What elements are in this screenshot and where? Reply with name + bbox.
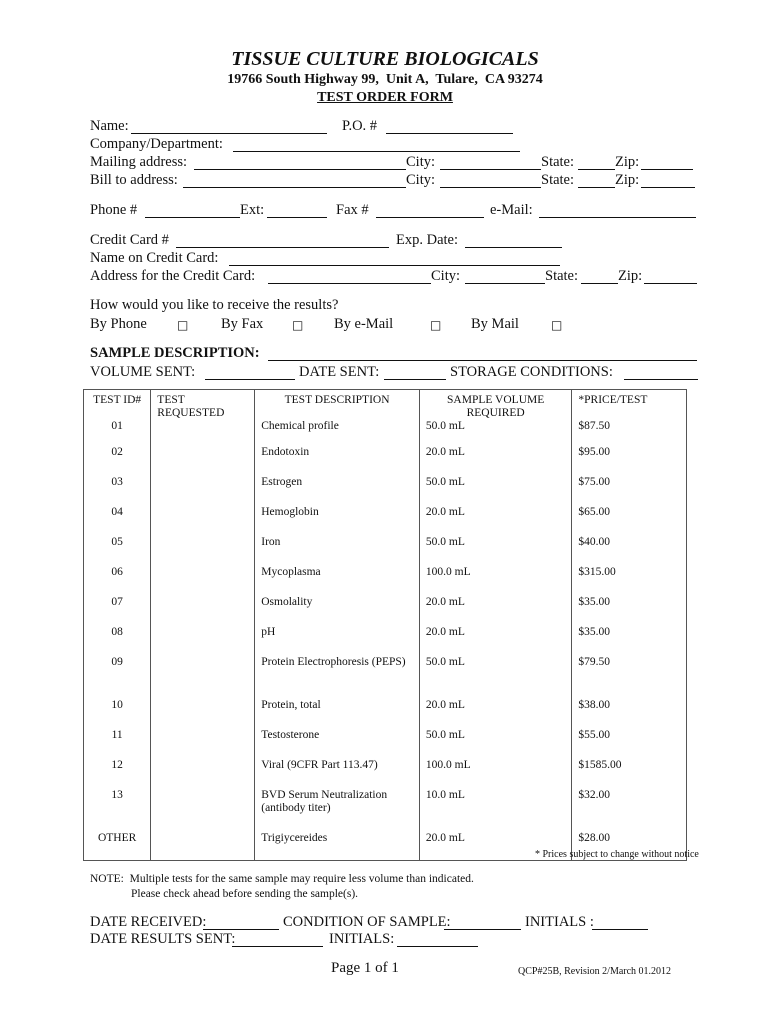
- storage-field[interactable]: [624, 379, 698, 380]
- test-requested-cell[interactable]: [151, 830, 255, 861]
- test-description-cell: Chemical profile: [255, 420, 420, 444]
- test-id-cell: 07: [84, 594, 151, 624]
- po-label: P.O. #: [342, 118, 378, 134]
- sample-volume-cell: 20.0 mL: [419, 504, 571, 534]
- test-description-cell: Viral (9CFR Part 113.47): [255, 757, 420, 787]
- ext-field[interactable]: [267, 217, 327, 218]
- bill-city-label: City:: [406, 172, 436, 188]
- table-row: [84, 594, 687, 624]
- note-line-2: Please check ahead before sending the sample(s).: [131, 888, 359, 900]
- price-cell: $28.00: [572, 830, 687, 861]
- date-results-field[interactable]: [232, 946, 323, 947]
- condition-field[interactable]: [444, 929, 521, 930]
- price-cell: $65.00: [572, 504, 687, 534]
- name-on-card-label: Name on Credit Card:: [90, 250, 219, 266]
- mailing-label: Mailing address:: [90, 154, 188, 170]
- table-row: [84, 444, 687, 474]
- company-address: 19766 South Highway 99, Unit A, Tulare, CA 93274: [227, 72, 543, 87]
- exp-date-field[interactable]: [465, 247, 562, 248]
- date-received-label: DATE RECEIVED:: [90, 914, 207, 930]
- test-table: [83, 389, 687, 861]
- date-results-label: DATE RESULTS SENT:: [90, 931, 236, 947]
- condition-label: CONDITION OF SAMPLE:: [283, 914, 451, 930]
- table-row: [84, 564, 687, 594]
- company-field[interactable]: [233, 151, 520, 152]
- test-requested-cell[interactable]: [151, 787, 255, 830]
- bill-zip-field[interactable]: [641, 187, 695, 188]
- email-label: e-Mail:: [490, 202, 533, 218]
- table-row: [84, 697, 687, 727]
- sample-volume-cell: 10.0 mL: [419, 787, 571, 830]
- bill-state-label: State:: [541, 172, 575, 188]
- test-requested-cell[interactable]: [151, 534, 255, 564]
- initials-1-field[interactable]: [592, 929, 648, 930]
- test-description-cell: Endotoxin: [255, 444, 420, 474]
- test-description-cell: Iron: [255, 534, 420, 564]
- company-label: Company/Department:: [90, 136, 223, 152]
- header-sample-volume: SAMPLE VOLUME REQUIRED: [419, 390, 571, 421]
- mailing-state-field[interactable]: [578, 169, 615, 170]
- test-requested-cell[interactable]: [151, 564, 255, 594]
- price-cell: $32.00: [572, 787, 687, 830]
- price-cell: $79.50: [572, 654, 687, 697]
- card-zip-field[interactable]: [644, 283, 697, 284]
- phone-field[interactable]: [145, 217, 240, 218]
- sample-volume-cell: 20.0 mL: [419, 697, 571, 727]
- mailing-state-label: State:: [541, 154, 575, 170]
- sample-volume-cell: 50.0 mL: [419, 534, 571, 564]
- test-requested-cell[interactable]: [151, 697, 255, 727]
- table-row: [84, 624, 687, 654]
- bill-city-field[interactable]: [440, 187, 541, 188]
- test-description-cell: Protein, total: [255, 697, 420, 727]
- note-line-1: NOTE: Multiple tests for the same sample may require less volume than indicated.: [90, 873, 474, 885]
- test-id-cell: 10: [84, 697, 151, 727]
- sample-volume-cell: 50.0 mL: [419, 420, 571, 444]
- price-cell: $315.00: [572, 564, 687, 594]
- price-cell: $35.00: [572, 594, 687, 624]
- table-header-row: [84, 390, 687, 421]
- bill-label: Bill to address:: [90, 172, 178, 188]
- initials-1-label: INITIALS :: [525, 914, 594, 930]
- sample-volume-cell: 20.0 mL: [419, 594, 571, 624]
- storage-label: STORAGE CONDITIONS:: [450, 364, 613, 380]
- price-cell: $40.00: [572, 534, 687, 564]
- test-id-cell: 05: [84, 534, 151, 564]
- price-cell: $95.00: [572, 444, 687, 474]
- price-cell: $38.00: [572, 697, 687, 727]
- test-id-cell: OTHER: [84, 830, 151, 861]
- card-state-field[interactable]: [581, 283, 618, 284]
- initials-2-field[interactable]: [397, 946, 478, 947]
- mailing-field[interactable]: [194, 169, 406, 170]
- card-zip-label: Zip:: [618, 268, 643, 284]
- test-requested-cell[interactable]: [151, 594, 255, 624]
- test-id-cell: 09: [84, 654, 151, 697]
- price-note: * Prices subject to change without notice: [535, 849, 699, 860]
- page-number: Page 1 of 1: [331, 960, 399, 976]
- test-id-cell: 01: [84, 420, 151, 444]
- initials-2-label: INITIALS:: [329, 931, 395, 947]
- date-sent-field[interactable]: [384, 379, 446, 380]
- table-row: [84, 474, 687, 504]
- test-requested-cell[interactable]: [151, 420, 255, 444]
- bill-field[interactable]: [183, 187, 406, 188]
- by-phone-checkbox[interactable]: □: [177, 318, 189, 332]
- revision-note: QCP#25B, Revision 2/March 01.2012: [518, 966, 672, 977]
- card-city-field[interactable]: [465, 283, 545, 284]
- mailing-zip-field[interactable]: [641, 169, 693, 170]
- sample-volume-cell: 100.0 mL: [419, 757, 571, 787]
- test-description-cell: Protein Electrophoresis (PEPS): [255, 654, 420, 697]
- table-row: [84, 504, 687, 534]
- card-address-field[interactable]: [268, 283, 431, 284]
- test-id-cell: 12: [84, 757, 151, 787]
- sample-volume-cell: 20.0 mL: [419, 444, 571, 474]
- sample-volume-cell: 50.0 mL: [419, 654, 571, 697]
- name-on-card-field[interactable]: [229, 265, 560, 266]
- card-state-label: State:: [545, 268, 579, 284]
- header-test-requested: TEST REQUESTED: [151, 390, 255, 421]
- test-id-cell: 11: [84, 727, 151, 757]
- test-description-cell: Mycoplasma: [255, 564, 420, 594]
- test-description-cell: Osmolality: [255, 594, 420, 624]
- sample-volume-cell: 20.0 mL: [419, 830, 571, 861]
- name-field[interactable]: [131, 133, 327, 134]
- test-id-cell: 06: [84, 564, 151, 594]
- test-requested-cell[interactable]: [151, 444, 255, 474]
- mailing-city-label: City:: [406, 154, 436, 170]
- exp-date-label: Exp. Date:: [396, 232, 459, 248]
- sample-description-field[interactable]: [268, 360, 697, 361]
- email-field[interactable]: [539, 217, 696, 218]
- form-title: TEST ORDER FORM: [317, 90, 453, 105]
- volume-sent-label: VOLUME SENT:: [90, 364, 196, 380]
- credit-card-label: Credit Card #: [90, 232, 169, 248]
- price-cell: $1585.00: [572, 757, 687, 787]
- sample-description-label: SAMPLE DESCRIPTION:: [90, 345, 260, 361]
- table-row: [84, 654, 687, 697]
- bill-zip-label: Zip:: [615, 172, 640, 188]
- by-email-checkbox[interactable]: □: [430, 318, 442, 332]
- header-test-description: TEST DESCRIPTION: [255, 390, 420, 421]
- test-requested-cell[interactable]: [151, 474, 255, 504]
- credit-card-field[interactable]: [176, 247, 389, 248]
- test-id-cell: 13: [84, 787, 151, 830]
- phone-label: Phone #: [90, 202, 138, 218]
- header-test-id: TEST ID#: [84, 390, 151, 421]
- test-requested-cell[interactable]: [151, 727, 255, 757]
- mailing-zip-label: Zip:: [615, 154, 640, 170]
- sample-volume-cell: 20.0 mL: [419, 624, 571, 654]
- by-mail-checkbox[interactable]: □: [551, 318, 563, 332]
- by-email-label: By e-Mail: [334, 316, 394, 332]
- name-label: Name:: [90, 118, 129, 134]
- test-id-cell: 08: [84, 624, 151, 654]
- test-requested-cell[interactable]: [151, 624, 255, 654]
- table-row: [84, 757, 687, 787]
- test-id-cell: 04: [84, 504, 151, 534]
- test-description-cell: Hemoglobin: [255, 504, 420, 534]
- sample-volume-cell: 50.0 mL: [419, 474, 571, 504]
- header-price: *PRICE/TEST: [572, 390, 687, 421]
- test-id-cell: 02: [84, 444, 151, 474]
- by-mail-label: By Mail: [471, 316, 519, 332]
- test-id-cell: 03: [84, 474, 151, 504]
- fax-label: Fax #: [336, 202, 369, 218]
- by-phone-label: By Phone: [90, 316, 147, 332]
- test-description-cell: Estrogen: [255, 474, 420, 504]
- test-description-cell: BVD Serum Neutralization (antibody titer): [255, 787, 420, 830]
- sample-volume-cell: 100.0 mL: [419, 564, 571, 594]
- test-description-cell: pH: [255, 624, 420, 654]
- test-requested-cell[interactable]: [151, 504, 255, 534]
- date-sent-label: DATE SENT:: [299, 364, 380, 380]
- sample-volume-cell: 50.0 mL: [419, 727, 571, 757]
- table-row: [84, 420, 687, 444]
- price-cell: $35.00: [572, 624, 687, 654]
- test-requested-cell[interactable]: [151, 757, 255, 787]
- date-received-field[interactable]: [203, 929, 279, 930]
- results-question: How would you like to receive the results?: [90, 297, 339, 313]
- by-fax-label: By Fax: [221, 316, 264, 332]
- test-description-cell: Testosterone: [255, 727, 420, 757]
- mailing-city-field[interactable]: [440, 169, 541, 170]
- po-field[interactable]: [386, 133, 513, 134]
- price-cell: $87.50: [572, 420, 687, 444]
- bill-state-field[interactable]: [578, 187, 615, 188]
- price-cell: $55.00: [572, 727, 687, 757]
- by-fax-checkbox[interactable]: □: [292, 318, 304, 332]
- fax-field[interactable]: [376, 217, 484, 218]
- ext-label: Ext:: [240, 202, 265, 218]
- table-row: [84, 727, 687, 757]
- test-description-cell: Trigiycereides: [255, 830, 420, 861]
- volume-sent-field[interactable]: [205, 379, 295, 380]
- test-requested-cell[interactable]: [151, 654, 255, 697]
- company-title: TISSUE CULTURE BIOLOGICALS: [231, 48, 539, 70]
- table-row: [84, 787, 687, 830]
- card-address-label: Address for the Credit Card:: [90, 268, 256, 284]
- card-city-label: City:: [431, 268, 461, 284]
- price-cell: $75.00: [572, 474, 687, 504]
- table-row: [84, 534, 687, 564]
